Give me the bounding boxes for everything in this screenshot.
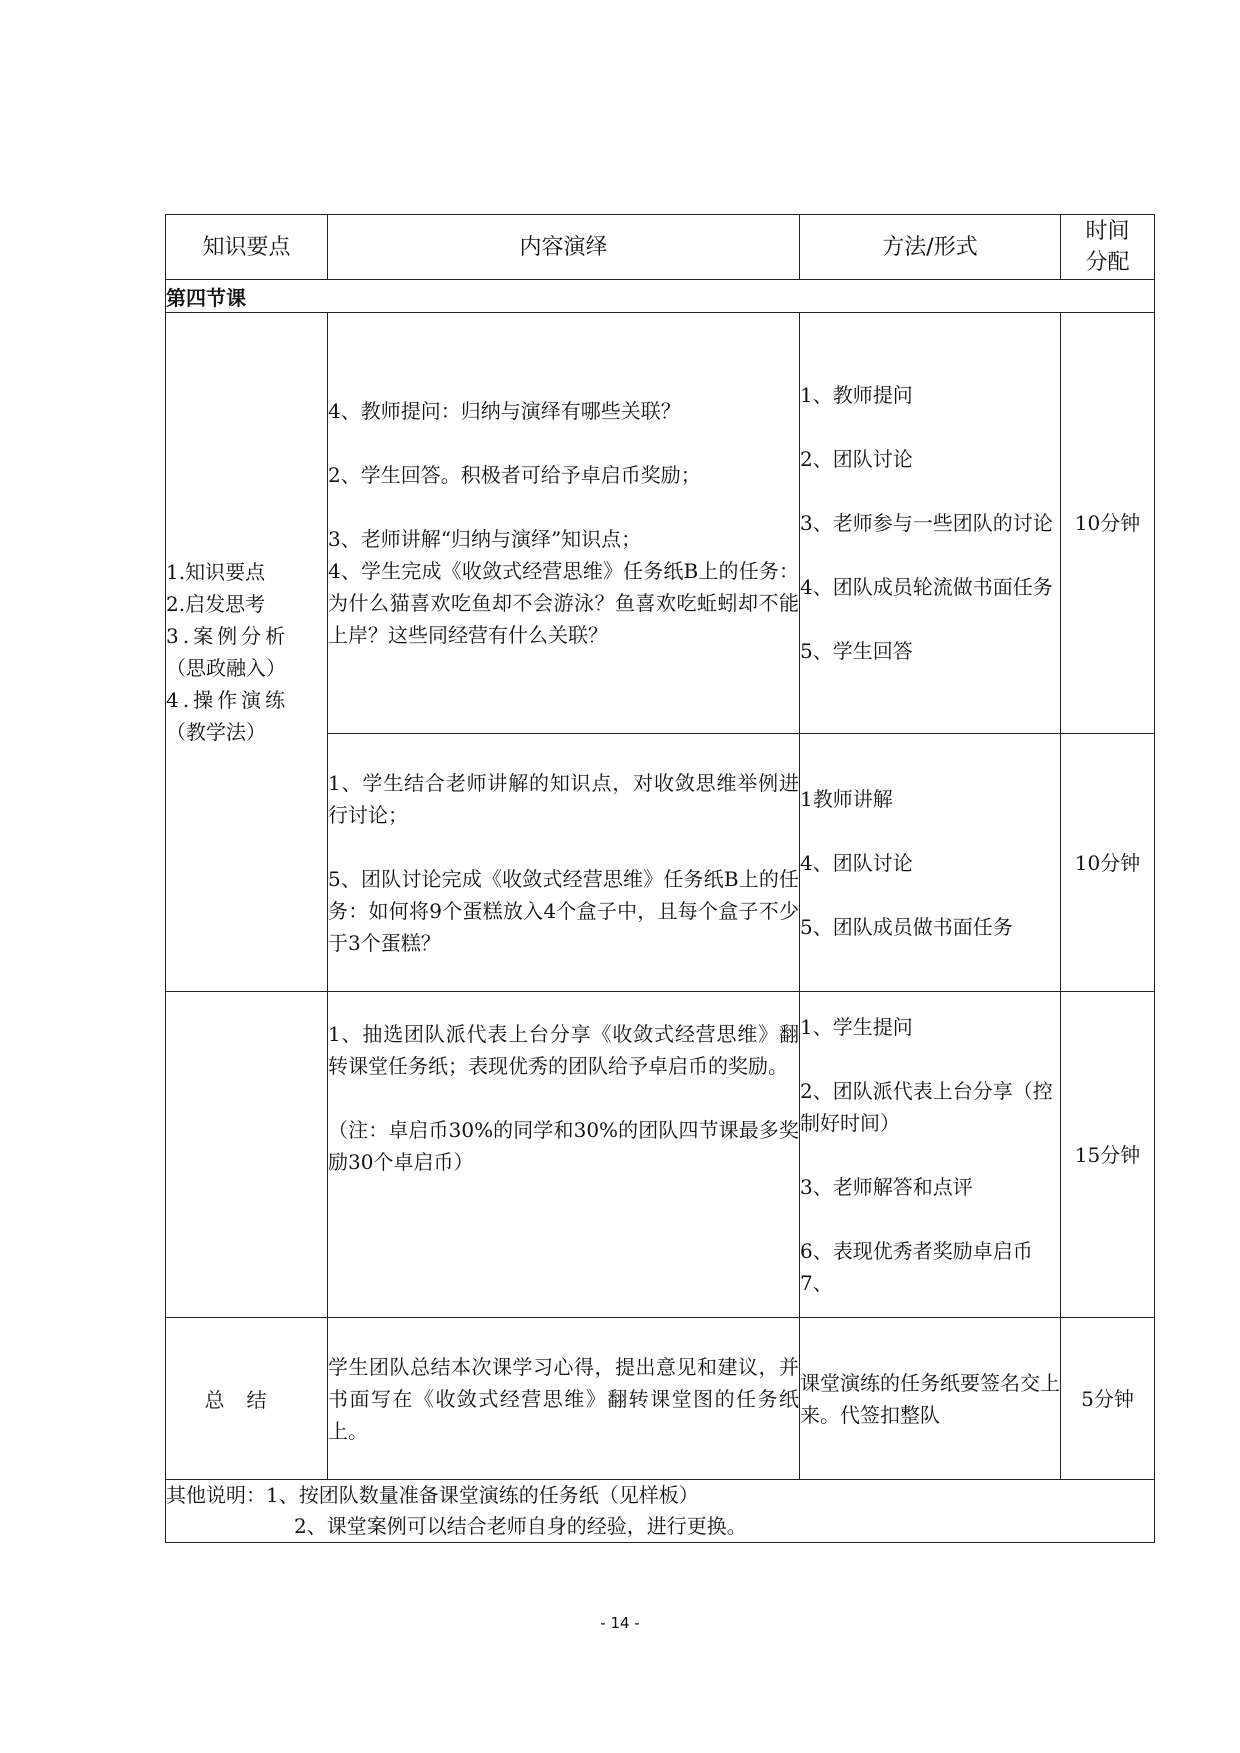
knowledge-points-cell [166, 313, 328, 992]
method-cell [800, 313, 1061, 734]
method-line: 5、团队成员做书面任务 [800, 914, 1013, 939]
method-cell [800, 992, 1061, 1318]
note-line: 其他说明：1、按团队数量准备课堂演练的任务纸（见样板） [166, 1483, 699, 1507]
lesson-plan-table [165, 214, 1155, 1543]
knowledge-point: 1.知识要点 [166, 560, 266, 584]
knowledge-point: （教学法） [166, 720, 266, 744]
method-line: 6、表现优秀者奖励卓启币 [800, 1238, 1033, 1263]
knowledge-point: 2.启发思考 [166, 592, 266, 616]
summary-method-text: 课堂演练的任务纸要签名交上来。代签扣整队 [800, 1370, 1060, 1427]
content-cell [328, 313, 800, 734]
knowledge-empty-cell [166, 992, 328, 1318]
note-line: 2、课堂案例可以结合老师自身的经验，进行更换。 [294, 1514, 747, 1538]
lesson-plan-page [165, 214, 1154, 1543]
summary-row [166, 1318, 1155, 1480]
table-row [166, 992, 1155, 1318]
method-line: 4、团队讨论 [800, 850, 913, 875]
page-number: - 14 - [600, 1614, 640, 1632]
section-row [166, 280, 1155, 313]
header-content: 内容演绎 [328, 215, 800, 280]
knowledge-point: 4.操作演练 [166, 688, 290, 712]
knowledge-point: 3.案例分析 [166, 624, 290, 648]
section-title: 第四节课 [166, 280, 1155, 313]
method-line: 3、老师参与一些团队的讨论 [800, 511, 1053, 535]
content-cell [328, 992, 800, 1318]
header-method: 方法/形式 [800, 215, 1061, 280]
content-line: 1、学生结合老师讲解的知识点，对收敛思维举例进行讨论； [328, 770, 799, 827]
summary-method [800, 1318, 1061, 1480]
header-time: 时间分配 [1061, 215, 1155, 280]
summary-content-text: 学生团队总结本次课学习心得，提出意见和建议，并书面写在《收敛式经营思维》翻转课堂图的任务纸上。 [328, 1354, 799, 1443]
content-line: （注：卓启币30%的同学和30%的团队四节课最多奖励30个卓启币） [328, 1118, 799, 1174]
method-line: 1、学生提问 [800, 1014, 913, 1039]
summary-time: 5分钟 [1061, 1318, 1155, 1480]
content-line: 3、老师讲解“归纳与演绎”知识点； [328, 527, 642, 551]
knowledge-point: （思政融入） [166, 656, 286, 680]
content-line: 4、学生完成《收敛式经营思维》任务纸B上的任务：为什么猫喜欢吃鱼却不会游泳？鱼喜欢吃蚯蚓却不能上岸？这些同经营有什么关联？ [328, 559, 799, 647]
method-line: 1教师讲解 [800, 786, 893, 811]
header-row [166, 215, 1155, 280]
method-line: 2、团队讨论 [800, 447, 913, 471]
table-row [166, 313, 1155, 734]
content-line: 5、团队讨论完成《收敛式经营思维》任务纸B上的任务：如何将9个蛋糕放入4个盒子中，且每个盒子不少于3个蛋糕？ [328, 866, 799, 955]
content-line: 4、教师提问：归纳与演绎有哪些关联？ [328, 399, 681, 423]
method-cell [800, 734, 1061, 992]
summary-content [328, 1318, 800, 1480]
time-cell: 10分钟 [1061, 734, 1155, 992]
method-line: 4、团队成员轮流做书面任务 [800, 575, 1053, 599]
notes-row [166, 1480, 1155, 1543]
summary-label: 总结 [166, 1318, 328, 1480]
content-line: 2、学生回答。积极者可给予卓启币奖励； [328, 463, 701, 487]
method-line: 3、老师解答和点评 [800, 1174, 973, 1199]
header-knowledge: 知识要点 [166, 215, 328, 280]
method-line: 1、教师提问 [800, 383, 913, 407]
method-line: 7、 [800, 1270, 833, 1295]
method-line: 2、团队派代表上台分享（控制好时间） [800, 1078, 1053, 1135]
notes-cell [166, 1480, 1155, 1543]
content-cell [328, 734, 800, 992]
time-cell: 10分钟 [1061, 313, 1155, 734]
content-line: 1、抽选团队派代表上台分享《收敛式经营思维》翻转课堂任务纸；表现优秀的团队给予卓启币的奖励。 [328, 1022, 799, 1078]
time-cell: 15分钟 [1061, 992, 1155, 1318]
method-line: 5、学生回答 [800, 639, 913, 663]
